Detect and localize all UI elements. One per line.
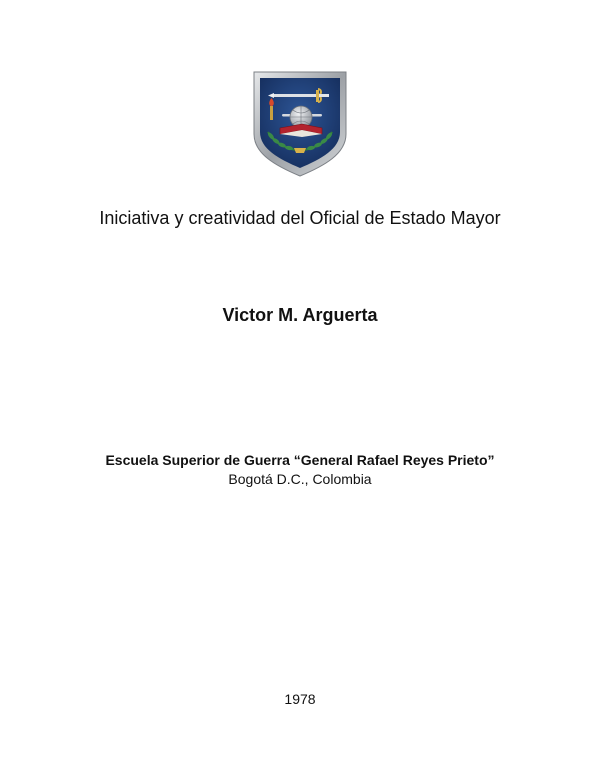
crest-emblem: [252, 70, 348, 178]
institution-name: Escuela Superior de Guerra “General Rafael Reyes Prieto”: [105, 452, 495, 468]
military-school-crest-icon: [252, 70, 348, 178]
document-title: Iniciativa y creatividad del Oficial de Estado Mayor: [99, 208, 501, 228]
location-text: Bogotá D.C., Colombia: [228, 471, 372, 487]
author-name: Victor M. Arguerta: [222, 305, 378, 325]
publication-year: 1978: [284, 691, 316, 707]
